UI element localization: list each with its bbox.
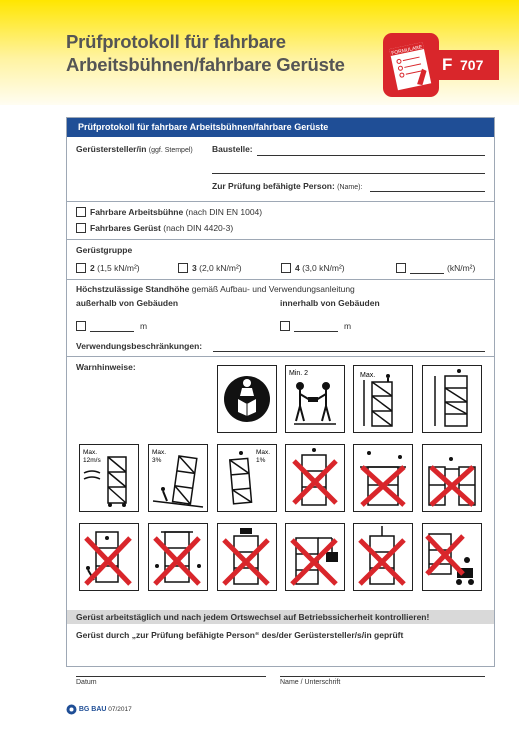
svg-text:FORMULARE: FORMULARE	[390, 44, 423, 57]
datum-field[interactable]	[76, 676, 266, 677]
warn-no-climbing-outside-icon	[285, 444, 345, 512]
form-heading: Prüfprotokoll für fahrbare Arbeitsbühnen/fahrbare Gerüste	[67, 118, 494, 137]
baustelle-field-2[interactable]	[212, 173, 485, 174]
warn-max-height-icon	[353, 365, 413, 433]
ausserhalb-label: außerhalb von Gebäuden	[76, 298, 179, 308]
gruppe-4-label: 4 (3,0 kN/m²)	[295, 263, 345, 273]
inspection-form	[66, 117, 495, 686]
datum-label: Datum	[76, 679, 97, 686]
warn-max-wind-icon	[79, 444, 139, 512]
check-notice: Gerüst arbeitstäglich und nach jedem Ortswechsel auf Betriebssicherheit kontrollieren!	[76, 612, 430, 622]
baustelle-field[interactable]	[257, 155, 485, 156]
svg-text:Max.: Max.	[152, 449, 167, 456]
gruppe-2-checkbox[interactable]	[76, 263, 86, 273]
befaehigt-label: Zur Prüfung befähigte Person: (Name):	[212, 181, 363, 191]
warn-no-bridging-icon	[422, 444, 482, 512]
innerhalb-checkbox[interactable]	[280, 321, 290, 331]
arbeitsbuehne-checkbox[interactable]	[76, 207, 86, 217]
signature-field[interactable]	[280, 676, 485, 677]
divider	[67, 356, 494, 357]
beschraenkungen-field[interactable]	[213, 351, 485, 352]
warn-no-pushing-icon	[148, 523, 208, 591]
gruppe-3-label: 3 (2,0 kN/m²)	[192, 263, 242, 273]
gruppe-3-checkbox[interactable]	[178, 263, 188, 273]
divider	[67, 239, 494, 240]
footer: BG BAU 07/2017	[66, 704, 132, 715]
ausserhalb-checkbox[interactable]	[76, 321, 86, 331]
ausserhalb-unit: m	[140, 321, 148, 331]
warn-no-overloading-icon	[217, 523, 277, 591]
warn-no-lifting-loads-icon	[285, 523, 345, 591]
divider	[67, 201, 494, 202]
svg-text:Max.: Max.	[256, 449, 271, 456]
form-badge: F 707	[437, 50, 499, 80]
gruppe-custom-field[interactable]	[410, 273, 444, 274]
warn-no-hoist-icon	[353, 523, 413, 591]
baustelle-label: Baustelle:	[212, 144, 253, 154]
svg-text:1%: 1%	[256, 457, 266, 464]
warn-min-two-persons-icon	[285, 365, 345, 433]
warn-no-forklift-icon	[422, 523, 482, 591]
gruppe-2-label: 2 (1,5 kN/m²)	[90, 263, 140, 273]
geruest-label: Fahrbares Gerüst (nach DIN 4420-3)	[90, 223, 234, 233]
page-title: Prüfprotokoll für fahrbare Arbeitsbühnen/fahrbare Gerüste	[66, 31, 345, 75]
gruppe-custom-checkbox[interactable]	[396, 263, 406, 273]
befaehigt-name-field[interactable]	[370, 191, 485, 192]
geruest-checkbox[interactable]	[76, 223, 86, 233]
ausserhalb-height-field[interactable]	[90, 331, 134, 332]
geruststeller-label: Gerüstersteller/in (ggf. Stempel)	[76, 144, 193, 154]
divider	[67, 279, 494, 280]
innerhalb-height-field[interactable]	[294, 331, 338, 332]
warnhinweise-label: Warnhinweise:	[76, 362, 136, 372]
check-statement: Gerüst durch „zur Prüfung befähigte Person“ des/der Gerüstersteller/s/in geprüft	[76, 630, 404, 640]
warn-no-moving-with-persons-icon	[79, 523, 139, 591]
warn-no-jumping-icon	[353, 444, 413, 512]
warn-max-slope-1-icon	[217, 444, 277, 512]
svg-text:Max.: Max.	[360, 372, 376, 379]
bg-bau-logo-icon	[66, 704, 77, 715]
svg-text:Min. 2: Min. 2	[289, 370, 309, 377]
signature-label: Name / Unterschrift	[280, 679, 341, 686]
standhoehe-label: Höchstzulässige Standhöhe gemäß Aufbau- und Verwendungsanleitung	[76, 284, 355, 294]
arbeitsbuehne-label: Fahrbare Arbeitsbühne (nach DIN EN 1004)	[90, 207, 263, 217]
gruppe-custom-unit: (kN/m²)	[447, 263, 476, 273]
warn-read-manual-icon	[217, 365, 277, 433]
warn-height-levels-icon	[422, 365, 482, 433]
innerhalb-label: innerhalb von Gebäuden	[280, 298, 380, 308]
gruppe-label: Gerüstgruppe	[76, 245, 133, 255]
beschraenkungen-label: Verwendungsbeschränkungen:	[76, 341, 203, 351]
innerhalb-unit: m	[344, 321, 352, 331]
svg-text:3%: 3%	[152, 457, 162, 464]
formulare-logo-icon	[383, 33, 439, 97]
svg-text:Max.: Max.	[83, 449, 98, 456]
gruppe-4-checkbox[interactable]	[281, 263, 291, 273]
svg-text:12m/s: 12m/s	[83, 457, 101, 464]
warn-max-slope-3-icon	[148, 444, 208, 512]
